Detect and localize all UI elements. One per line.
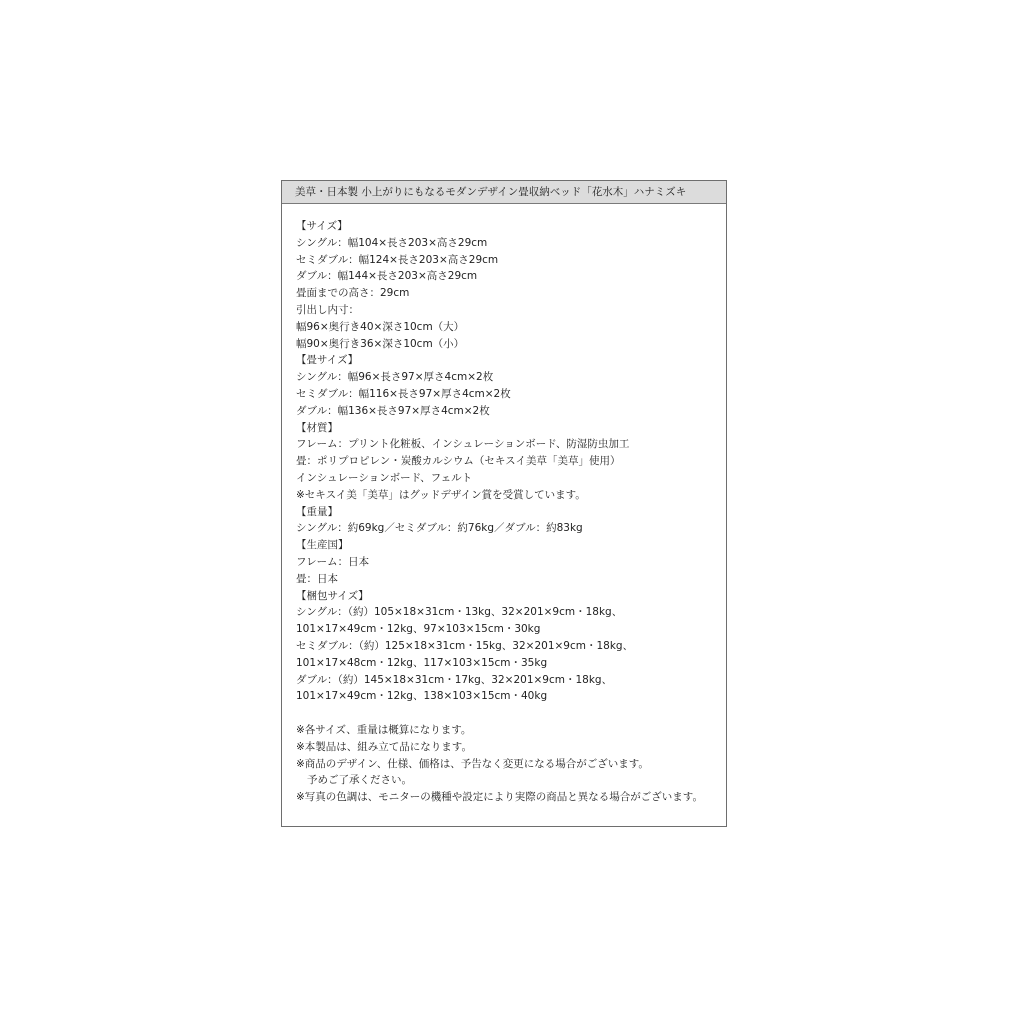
package-heading: 【梱包サイズ】 xyxy=(296,589,369,602)
package-single-1: シングル：（約）105×18×31cm・13kg、32×201×9cm・18kg、 xyxy=(296,606,623,619)
origin-frame: フレーム：日本 xyxy=(296,555,370,568)
tatami-semidouble: セミダブル：幅116×長さ97×厚さ4cm×2枚 xyxy=(296,387,511,400)
origin-heading: 【生産国】 xyxy=(296,539,349,552)
size-single: シングル：幅104×長さ203×高さ29cm xyxy=(296,236,488,249)
note-change-cont: 予めご了承ください。 xyxy=(307,774,412,787)
package-double-2: 101×17×49cm・12kg、138×103×15cm・40kg xyxy=(296,690,548,703)
note-assembly: ※本製品は、組み立て品になります。 xyxy=(296,740,472,753)
note-color: ※写真の色調は、モニターの機種や設定により実際の商品と異なる場合がございます。 xyxy=(296,791,703,804)
drawer-small: 幅90×奥行き36×深さ10cm（小） xyxy=(296,337,465,350)
material-tatami-core: インシュレーションボード、フェルト xyxy=(296,471,473,484)
tatami-height: 畳面までの高さ：29cm xyxy=(296,287,410,300)
drawer-inner-label: 引出し内寸： xyxy=(296,303,359,316)
tatami-size-heading: 【畳サイズ】 xyxy=(296,354,359,367)
origin-tatami: 畳：日本 xyxy=(296,572,338,585)
drawer-large: 幅96×奥行き40×深さ10cm（大） xyxy=(296,320,465,333)
size-double: ダブル：幅144×長さ203×高さ29cm xyxy=(296,270,478,283)
material-award-note: ※セキスイ美「美草」はグッドデザイン賞を受賞しています。 xyxy=(296,488,586,501)
spec-title: 美草・日本製 小上がりにもなるモダンデザイン畳収納ベッド「花水木」ハナミズキ xyxy=(282,181,726,204)
spec-body xyxy=(282,204,726,806)
weight-values: シングル：約69kg／セミダブル：約76kg／ダブル：約83kg xyxy=(296,522,583,535)
size-heading: 【サイズ】 xyxy=(296,220,348,232)
size-semidouble: セミダブル：幅124×長さ203×高さ29cm xyxy=(296,253,499,266)
material-frame: フレーム：プリント化粧板、インシュレーションボード、防湿防虫加工 xyxy=(296,438,630,451)
tatami-double: ダブル：幅136×長さ97×厚さ4cm×2枚 xyxy=(296,404,490,417)
material-heading: 【材質】 xyxy=(296,421,338,434)
package-semidouble-1: セミダブル：（約）125×18×31cm・15kg、32×201×9cm・18kg、 xyxy=(296,639,634,652)
package-semidouble-2: 101×17×48cm・12kg、117×103×15cm・35kg xyxy=(296,656,548,669)
package-single-2: 101×17×49cm・12kg、97×103×15cm・30kg xyxy=(296,623,541,636)
note-approximate: ※各サイズ、重量は概算になります。 xyxy=(296,723,472,736)
package-double-1: ダブル：（約）145×18×31cm・17kg、32×201×9cm・18kg、 xyxy=(296,673,613,686)
weight-heading: 【重量】 xyxy=(296,505,338,518)
material-tatami: 畳：ポリプロピレン・炭酸カルシウム（セキスイ美草「美草」使用） xyxy=(296,455,621,468)
spec-card xyxy=(281,180,727,827)
section-gap xyxy=(296,705,726,722)
note-change: ※商品のデザイン、仕様、価格は、予告なく変更になる場合がございます。 xyxy=(296,757,649,770)
tatami-single: シングル：幅96×長さ97×厚さ4cm×2枚 xyxy=(296,371,494,384)
